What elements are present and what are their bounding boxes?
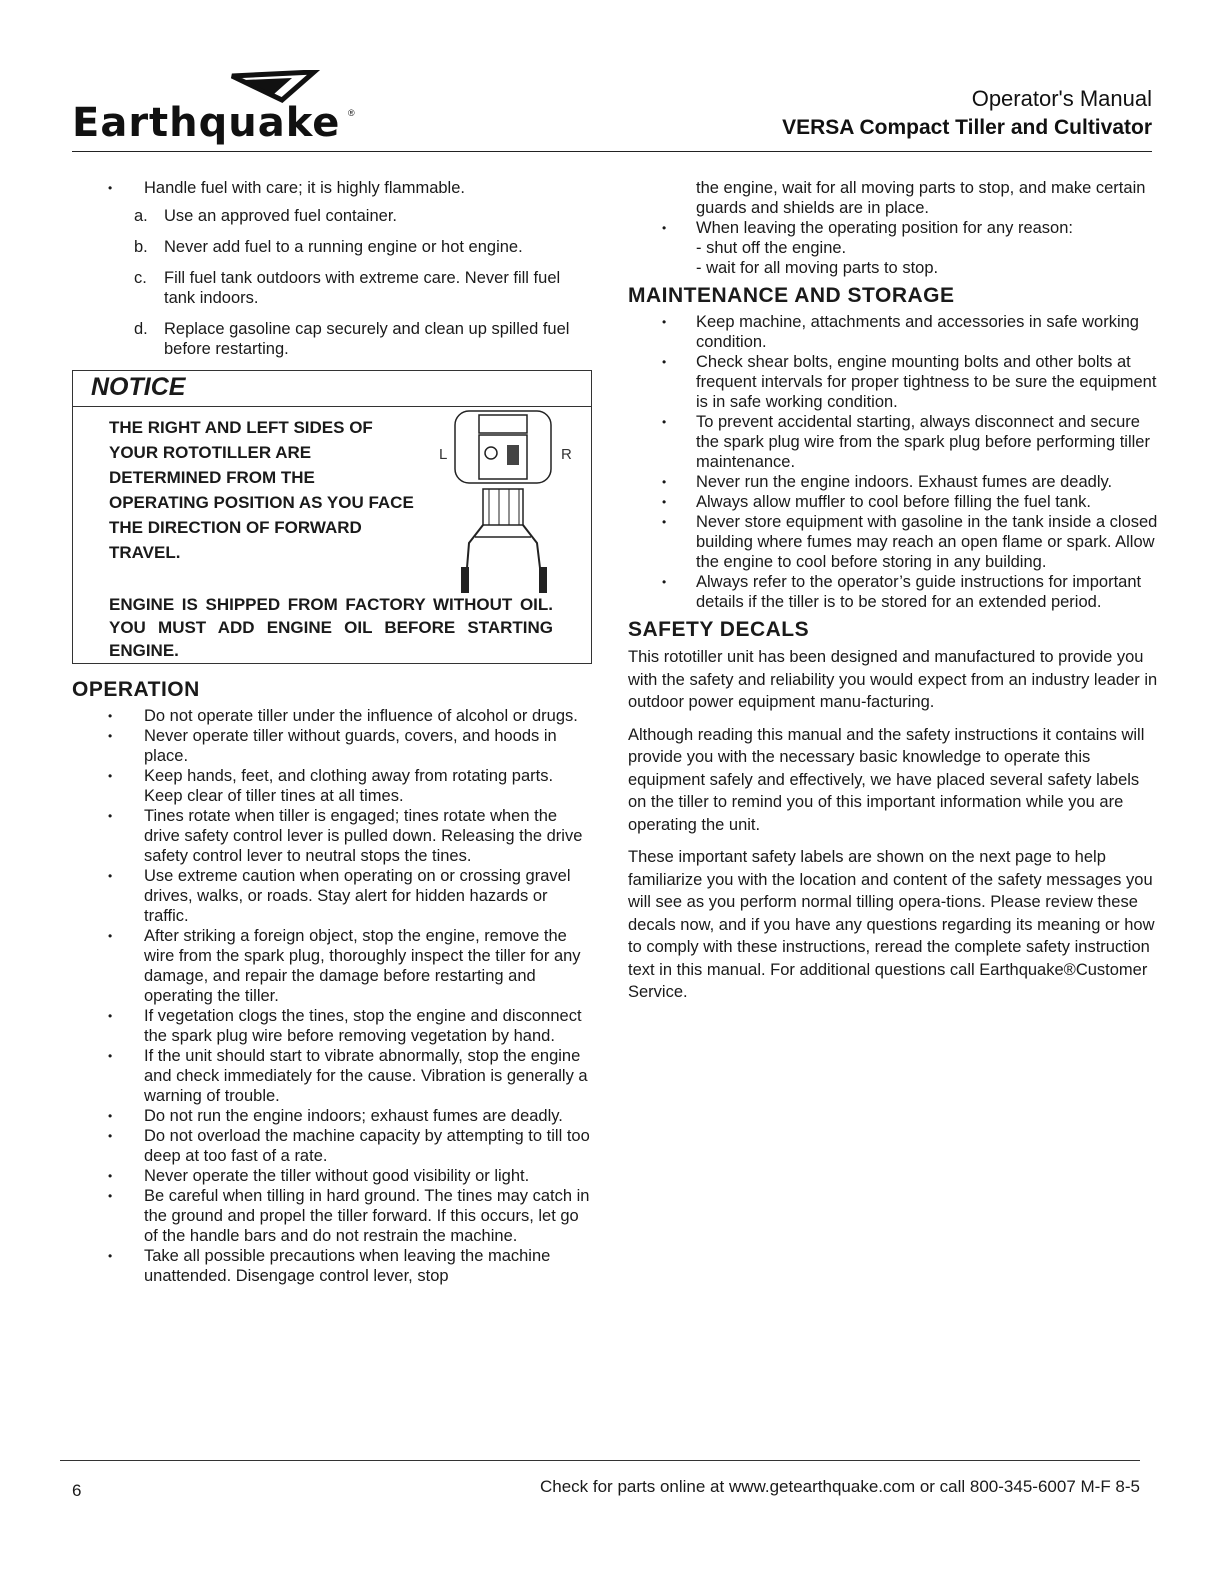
leaving-sub-item: - shut off the engine. (696, 239, 847, 257)
list-item: • If vegetation clogs the tines, stop the engine and disconnect the spark plug wire before removing vegetation by hand. (72, 1006, 592, 1046)
list-item: • Keep machine, attachments and accessories in safe working condition. (628, 312, 1158, 352)
fig-left-label: L (439, 446, 448, 463)
list-item: • If the unit should start to vibrate abnormally, stop the engine and check immediately for the cause. Vibration is generally a warning of trouble. (72, 1046, 592, 1106)
page-header (72, 60, 1152, 152)
list-item: • Check shear bolts, engine mounting bolts and other bolts at frequent intervals for proper tightness to be sure the equipment is in safe working condition. (628, 352, 1158, 412)
operation-heading: OPERATION (72, 678, 200, 701)
earthquake-logo (72, 70, 372, 146)
manual-title: Operator's Manual (971, 86, 1152, 111)
leaving-bullet: • When leaving the operating position for any reason: (628, 218, 1158, 238)
fuel-item (134, 268, 592, 308)
fuel-bullet: • Handle fuel with care; it is highly flammable. (72, 178, 592, 198)
fuel-item-text: Replace gasoline cap securely and clean up spilled fuel before restarting. (164, 320, 570, 358)
notice-oil-text: ENGINE IS SHIPPED FROM FACTORY WITHOUT OIL. YOU MUST ADD ENGINE OIL BEFORE STARTING ENGINE. (109, 595, 553, 660)
maintenance-heading: MAINTENANCE AND STORAGE (628, 284, 955, 307)
list-item: • Always allow muffler to cool before filling the fuel tank. (628, 492, 1158, 512)
list-item: • Do not overload the machine capacity by attempting to till too deep at too fast of a rate. (72, 1126, 592, 1166)
safety-decals-heading: SAFETY DECALS (628, 618, 810, 641)
list-item: • Never run the engine indoors. Exhaust fumes are deadly. (628, 472, 1158, 492)
fuel-item-letter: d. (134, 320, 148, 338)
list-item: • Take all possible precautions when leaving the machine unattended. Disengage control lever, stop (72, 1246, 592, 1286)
notice-title: NOTICE (73, 371, 591, 407)
list-item: • Never operate tiller without guards, covers, and hoods in place. (72, 726, 592, 766)
list-item: • Never store equipment with gasoline in the tank inside a closed building where fumes may reach an open flame or spark. Allow the engine to cool before storing in any building. (628, 512, 1158, 572)
leaving-sub-item: - wait for all moving parts to stop. (696, 259, 939, 277)
list-item: • Do not operate tiller under the influence of alcohol or drugs. (72, 706, 592, 726)
logo-mark-icon (222, 70, 322, 104)
logo-text: Earthquake (72, 100, 341, 146)
product-title: VERSA Compact Tiller and Cultivator (782, 116, 1152, 139)
continued-text: the engine, wait for all moving parts to stop, and make certain guards and shields are in place. (696, 179, 1146, 217)
notice-box (72, 370, 592, 664)
fuel-item (134, 206, 592, 226)
logo-registered: ® (348, 108, 355, 118)
fuel-item-letter: a. (134, 207, 148, 225)
fuel-item-letter: b. (134, 238, 148, 256)
list-item: • Tines rotate when tiller is engaged; tines rotate when the drive safety control lever is pulled down. Releasing the drive safety control lever to neutral stops the tines. (72, 806, 592, 866)
maintenance-list (628, 312, 1158, 612)
page-number: 6 (72, 1481, 82, 1500)
fuel-item-text: Never add fuel to a running engine or hot engine. (164, 238, 523, 256)
fuel-list (134, 206, 592, 359)
list-item: • Always refer to the operator’s guide instructions for important details if the tiller is to be stored for an extended period. (628, 572, 1158, 612)
fuel-item-text: Fill fuel tank outdoors with extreme care. Never fill fuel tank indoors. (164, 269, 561, 307)
footer-contact-text: Check for parts online at www.getearthquake.com or call 800-345-6007 M-F 8-5 (539, 1477, 1140, 1496)
list-item: • Be careful when tilling in hard ground. The tines may catch in the ground and propel the tiller forward. If this occurs, let go of the handle bars and do not restrain the machine. (72, 1186, 592, 1246)
list-item: • After striking a foreign object, stop the engine, remove the wire from the spark plug, thoroughly inspect the tiller for any damage, and repair the damage before restarting and operating the tiller. (72, 926, 592, 1006)
fuel-item (134, 237, 592, 257)
right-column (628, 178, 1158, 1014)
tiller-top-view-illustration (439, 407, 579, 593)
decals-paragraph: These important safety labels are shown on the next page to help familiarize you with the location and content of the safety messages you will see as you perform normal tilling opera-tions. Please review these decals now, and if you have any questions regarding its meaning or how to comply with these instructions, reread the complete safety instruction text in this manual. For additional questions call Earthquake®Customer Service. (628, 848, 1155, 1001)
fuel-item-text: Use an approved fuel container. (164, 207, 397, 225)
notice-sides-text: THE RIGHT AND LEFT SIDES OF YOUR ROTOTILLER ARE DETERMINED FROM THE OPERATING POSITION AS YOU FACE THE DIRECTION OF FORWARD TRAVEL. (109, 418, 414, 562)
list-item: • Never operate the tiller without good visibility or light. (72, 1166, 592, 1186)
fuel-item (134, 319, 592, 359)
list-item: • To prevent accidental starting, always disconnect and secure the spark plug wire from the spark plug before performing tiller maintenance. (628, 412, 1158, 472)
fig-right-label: R (561, 446, 572, 463)
left-column (72, 178, 592, 1286)
decals-paragraph: This rototiller unit has been designed and manufactured to provide you with the safety and reliability you would expect from an industry leader in outdoor power equipment manu-facturing. (628, 648, 1158, 711)
operation-list (72, 706, 592, 1286)
list-item: • Use extreme caution when operating on or crossing gravel drives, walks, or roads. Stay alert for hidden hazards or traffic. (72, 866, 592, 926)
fuel-item-letter: c. (134, 269, 147, 287)
decals-paragraph: Although reading this manual and the safety instructions it contains will provide you with the necessary basic knowledge to operate this equipment safely and effectively, we have placed several safety labels on the tiller to remind you of this important information while you are operating the unit. (628, 725, 1145, 834)
list-item: • Do not run the engine indoors; exhaust fumes are deadly. (72, 1106, 592, 1126)
list-item: • Keep hands, feet, and clothing away from rotating parts. Keep clear of tiller tines at all times. (72, 766, 592, 806)
page-footer (60, 1460, 1140, 1510)
